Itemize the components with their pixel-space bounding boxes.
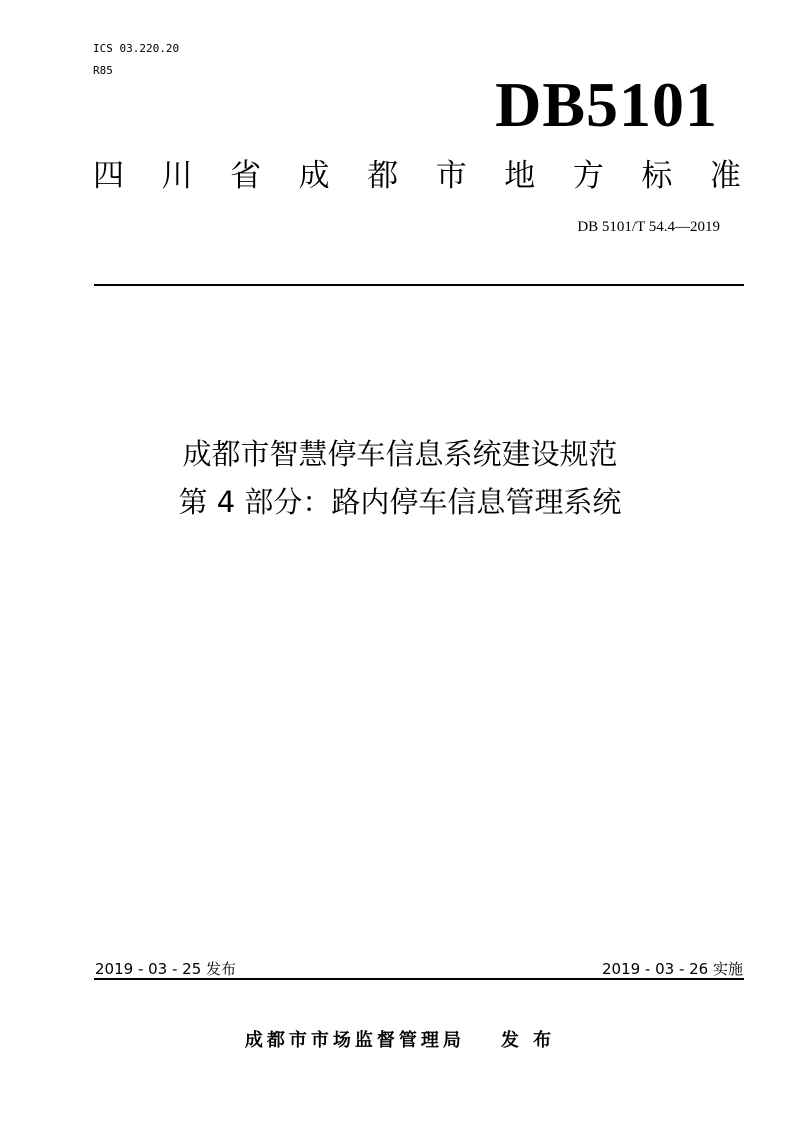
issuer-name: 成都市市场监督管理局 — [244, 1030, 465, 1051]
standard-type-char: 川 — [161, 158, 193, 194]
publish-date: 2019 - 03 - 25 发布 — [95, 960, 237, 978]
standard-type-char: 市 — [435, 158, 467, 194]
standard-type-char: 标 — [641, 158, 673, 194]
document-subtitle: 第 4 部分：路内停车信息管理系统 — [178, 485, 622, 519]
standard-type — [93, 156, 741, 196]
bottom-divider — [94, 978, 744, 980]
standard-number: DB 5101/T 54.4—2019 — [577, 219, 720, 235]
top-divider — [94, 284, 744, 286]
standard-type-char: 地 — [504, 158, 536, 194]
ics-code: ICS 03.220.20 — [93, 42, 180, 55]
standard-brand: DB5101 — [495, 69, 718, 140]
document-title: 成都市智慧停车信息系统建设规范 — [182, 437, 618, 471]
implement-date: 2019 - 03 - 26 实施 — [601, 960, 743, 978]
standard-type-char: 四 — [93, 158, 124, 194]
standard-type-char: 成 — [298, 158, 330, 194]
issuer-action: 发 布 — [500, 1030, 556, 1051]
standard-type-char: 准 — [709, 158, 741, 194]
standard-type-char: 都 — [367, 158, 399, 194]
issuer-line — [0, 1030, 800, 1052]
standard-type-char: 方 — [572, 158, 604, 194]
classification-code: R85 — [93, 64, 113, 77]
standard-type-char: 省 — [230, 158, 262, 194]
